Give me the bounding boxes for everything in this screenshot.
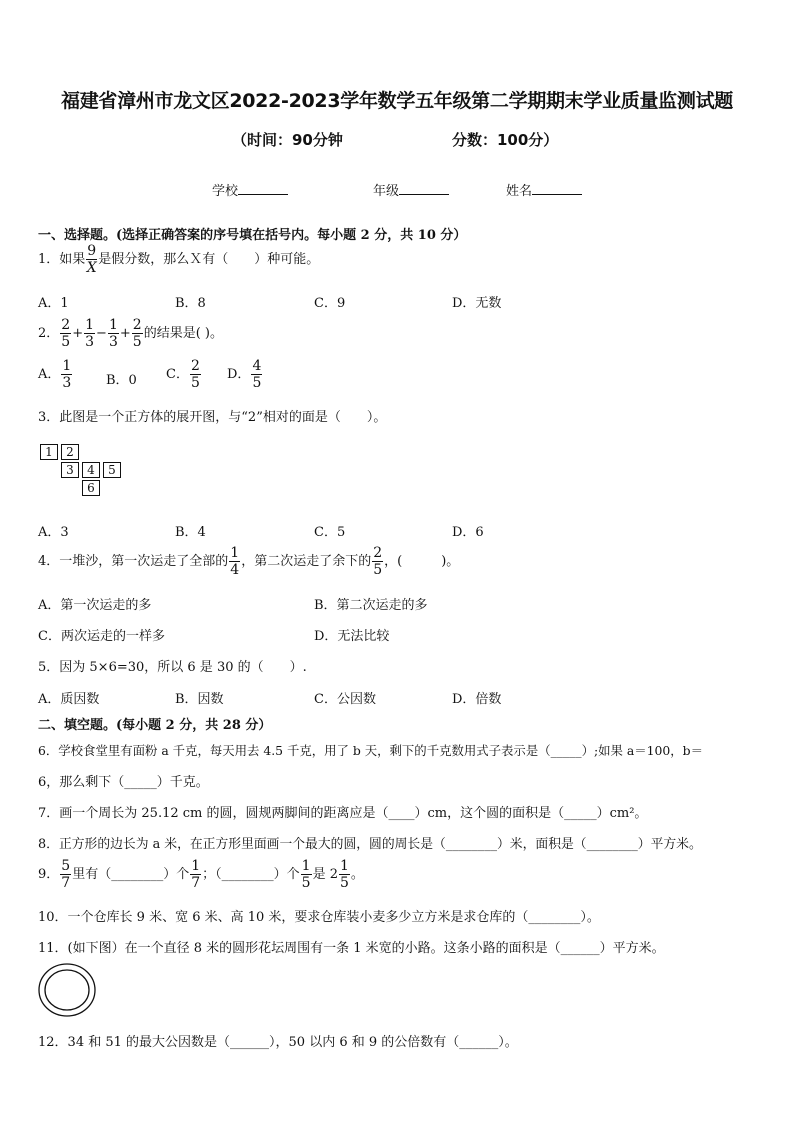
q2-option-b[interactable]: B．0 <box>106 373 137 388</box>
question-5: 5．因为 5×6=30，所以 6 是 30 的（ ）. <box>38 660 307 675</box>
fraction: $\frac{1}{3}$ <box>108 317 118 350</box>
q5-option-d[interactable]: D．倍数 <box>452 692 502 707</box>
question-1: 1．如果 $\frac{9}{X}$ 是假分数，那么Ｘ有（ ）种可能。 <box>38 243 320 276</box>
school-label: 学校 <box>212 184 239 199</box>
q4-option-d[interactable]: D．无法比较 <box>314 629 390 644</box>
school-blank[interactable] <box>238 194 288 195</box>
q4-option-a[interactable]: A．第一次运走的多 <box>38 598 152 613</box>
inner-circle <box>45 970 89 1010</box>
section-choice-heading: 一、选择题。(选择正确答案的序号填在括号内。每小题 2 分，共 10 分） <box>38 228 467 243</box>
q1-option-a[interactable]: A．1 <box>38 296 69 311</box>
q5-option-a[interactable]: A．质因数 <box>38 692 100 707</box>
net-face-6: 6 <box>82 480 100 496</box>
question-8: 8．正方形的边长为 a 米，在正方形里面画一个最大的圆，圆的周长是（________）米，面积是（________）平方米。 <box>38 837 702 852</box>
grade-label: 年级 <box>373 184 400 199</box>
q1-option-d[interactable]: D．无数 <box>452 296 502 311</box>
name-label: 姓名 <box>506 184 533 199</box>
outer-circle <box>39 964 95 1016</box>
name-field[interactable] <box>506 180 582 199</box>
question-6-line1: 6．学校食堂里有面粉 a 千克，每天用去 4.5 千克，用了 b 天，剩下的千克数用式子表示是（_____）;如果 a＝100，b＝ <box>38 743 704 758</box>
question-7: 7．画一个周长为 25.12 cm 的圆，圆规两脚间的距离应是（____）cm，这个圆的面积是（_____）cm²。 <box>38 806 648 821</box>
q3-option-c[interactable]: C．5 <box>314 525 346 540</box>
question-2: 2． $\frac{2}{5}$ + $\frac{1}{3}$ − $\frac{1}{3}$ + $\frac{2}{5}$ 的结果是( )。 <box>38 317 223 350</box>
net-face-2: 2 <box>61 444 79 460</box>
fraction-9-over-x: $\frac{9}{X}$ <box>86 243 97 276</box>
question-6-line2: 6，那么剩下（_____）千克。 <box>38 775 209 790</box>
q3-option-a[interactable]: A．3 <box>38 525 69 540</box>
fraction: $\frac{2}{5}$ <box>132 317 142 350</box>
page-title: 福建省漳州市龙文区2022-2023学年数学五年级第二学期期末学业质量监测试题 <box>61 90 733 112</box>
grade-field[interactable] <box>373 180 449 199</box>
net-face-3: 3 <box>61 462 79 478</box>
grade-blank[interactable] <box>399 194 449 195</box>
fraction: $\frac{2}{5}$ <box>61 317 71 350</box>
q4-option-b[interactable]: B．第二次运走的多 <box>314 598 428 613</box>
school-field[interactable] <box>212 180 288 199</box>
q3-option-d[interactable]: D．6 <box>452 525 484 540</box>
q5-option-c[interactable]: C．公因数 <box>314 692 376 707</box>
q3-option-b[interactable]: B．4 <box>175 525 206 540</box>
q5-option-b[interactable]: B．因数 <box>175 692 224 707</box>
net-face-1: 1 <box>40 444 58 460</box>
q1-option-b[interactable]: B．8 <box>175 296 206 311</box>
question-12: 12．34 和 51 的最大公因数是（______），50 以内 6 和 9 的公倍数有（______）。 <box>38 1035 518 1050</box>
net-face-4: 4 <box>82 462 100 478</box>
exam-score: 分数：100分） <box>452 131 559 149</box>
question-3: 3．此图是一个正方体的展开图，与“2”相对的面是（ ）。 <box>38 410 387 425</box>
question-11: 11．(如下图）在一个直径 8 米的圆形花坛周围有一条 1 米宽的小路。这条小路的面积是（______）平方米。 <box>38 941 665 956</box>
section-fill-heading: 二、填空题。(每小题 2 分，共 28 分） <box>38 718 272 733</box>
q2-option-c[interactable]: C． $\frac{2}{5}$ <box>166 358 200 391</box>
q4-option-c[interactable]: C．两次运走的一样多 <box>38 629 165 644</box>
exam-time: （时间：90分钟 <box>232 131 343 149</box>
ring-path-figure <box>37 962 99 1018</box>
question-9: 9． $\frac{5}{7}$ 里有（________）个 $\frac{1}{7}$ ；（________）个 $\frac{1}{5}$ 是 2 $\frac{1}{5}$ 。 <box>38 858 364 891</box>
fraction: $\frac{1}{3}$ <box>85 317 95 350</box>
question-4: 4．一堆沙，第一次运走了全部的 $\frac{1}{4}$ ，第二次运走了余下的 $\frac{2}{5}$ ，( )。 <box>38 545 460 578</box>
q2-option-a[interactable]: A． $\frac{1}{3}$ <box>38 358 72 391</box>
q2-option-d[interactable]: D． $\frac{4}{5}$ <box>227 358 262 391</box>
net-face-5: 5 <box>103 462 121 478</box>
name-blank[interactable] <box>532 194 582 195</box>
question-10: 10．一个仓库长 9 米、宽 6 米、高 10 米，要求仓库装小麦多少立方米是求仓库的（________）。 <box>38 910 600 925</box>
q1-option-c[interactable]: C．9 <box>314 296 346 311</box>
